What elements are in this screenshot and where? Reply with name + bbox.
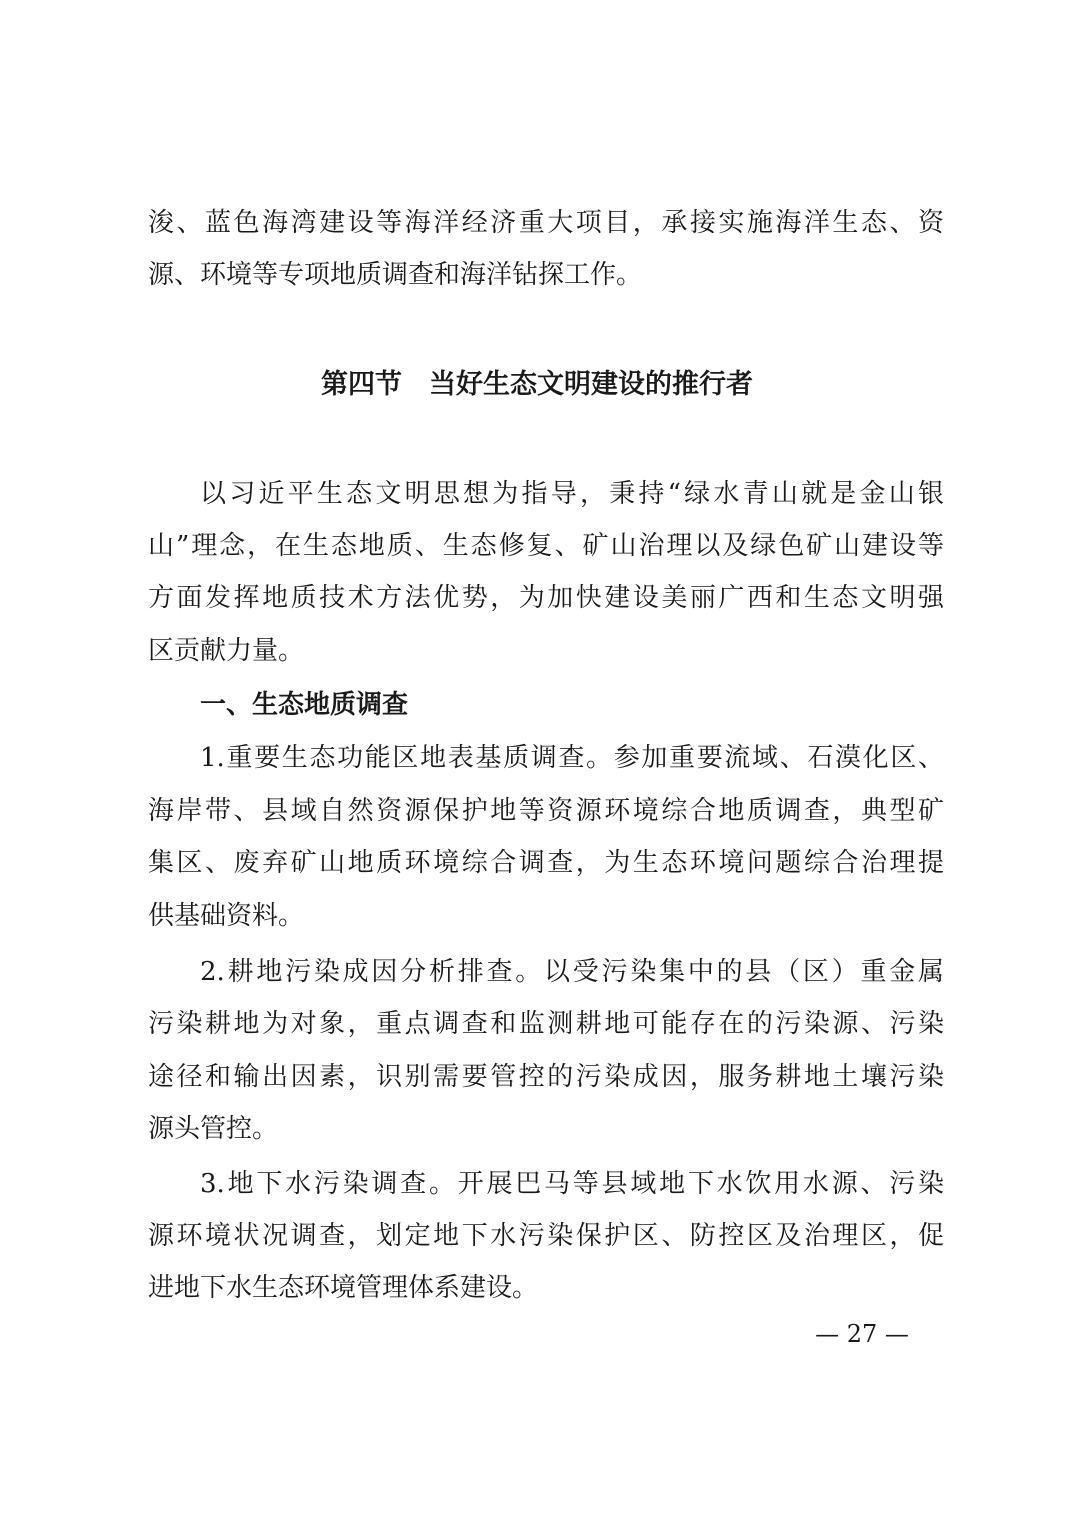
section-heading: 第四节 当好生态文明建设的推行者 <box>321 369 753 400</box>
paragraph-line: 集区、废弃矿山地质环境综合调查，为生态环境问题综合治理提 <box>148 848 944 878</box>
paragraph-line: 污染耕地为对象，重点调查和监测耕地可能存在的污染源、污染 <box>148 1009 944 1039</box>
paragraph-line: 以习近平生态文明思想为指导，秉持“绿水青山就是金山银 <box>200 479 944 509</box>
paragraph-line: 供基础资料。 <box>148 901 305 931</box>
paragraph-line: 源、环境等专项地质调查和海洋钻探工作。 <box>148 260 643 290</box>
paragraph-line: 海岸带、县域自然资源保护地等资源环境综合地质调查，典型矿 <box>148 796 944 826</box>
paragraph-line: 区贡献力量。 <box>148 636 305 666</box>
paragraph-line: 进地下水生态环境管理体系建设。 <box>148 1273 539 1303</box>
paragraph-line: 途径和输出因素，识别需要管控的污染成因，服务耕地土壤污染 <box>148 1062 944 1092</box>
paragraph-line: 3.地下水污染调查。开展巴马等县域地下水饮用水源、污染 <box>200 1169 944 1199</box>
page-number: — 27 — <box>815 1320 909 1348</box>
paragraph-line: 源头管控。 <box>148 1114 279 1144</box>
paragraph-line: 2.耕地污染成因分析排查。以受污染集中的县（区）重金属 <box>200 957 944 987</box>
paragraph-line: 方面发挥地质技术方法优势，为加快建设美丽广西和生态文明强 <box>148 583 944 613</box>
paragraph-line: 山”理念，在生态地质、生态修复、矿山治理以及绿色矿山建设等 <box>148 531 944 561</box>
paragraph-line: 浚、蓝色海湾建设等海洋经济重大项目，承接实施海洋生态、资 <box>148 208 944 238</box>
paragraph-line: 源环境状况调查，划定地下水污染保护区、防控区及治理区，促 <box>148 1221 944 1251</box>
paragraph-line: 1.重要生态功能区地表基质调查。参加重要流域、石漠化区、 <box>200 743 944 773</box>
subheading: 一、生态地质调查 <box>200 690 409 720</box>
